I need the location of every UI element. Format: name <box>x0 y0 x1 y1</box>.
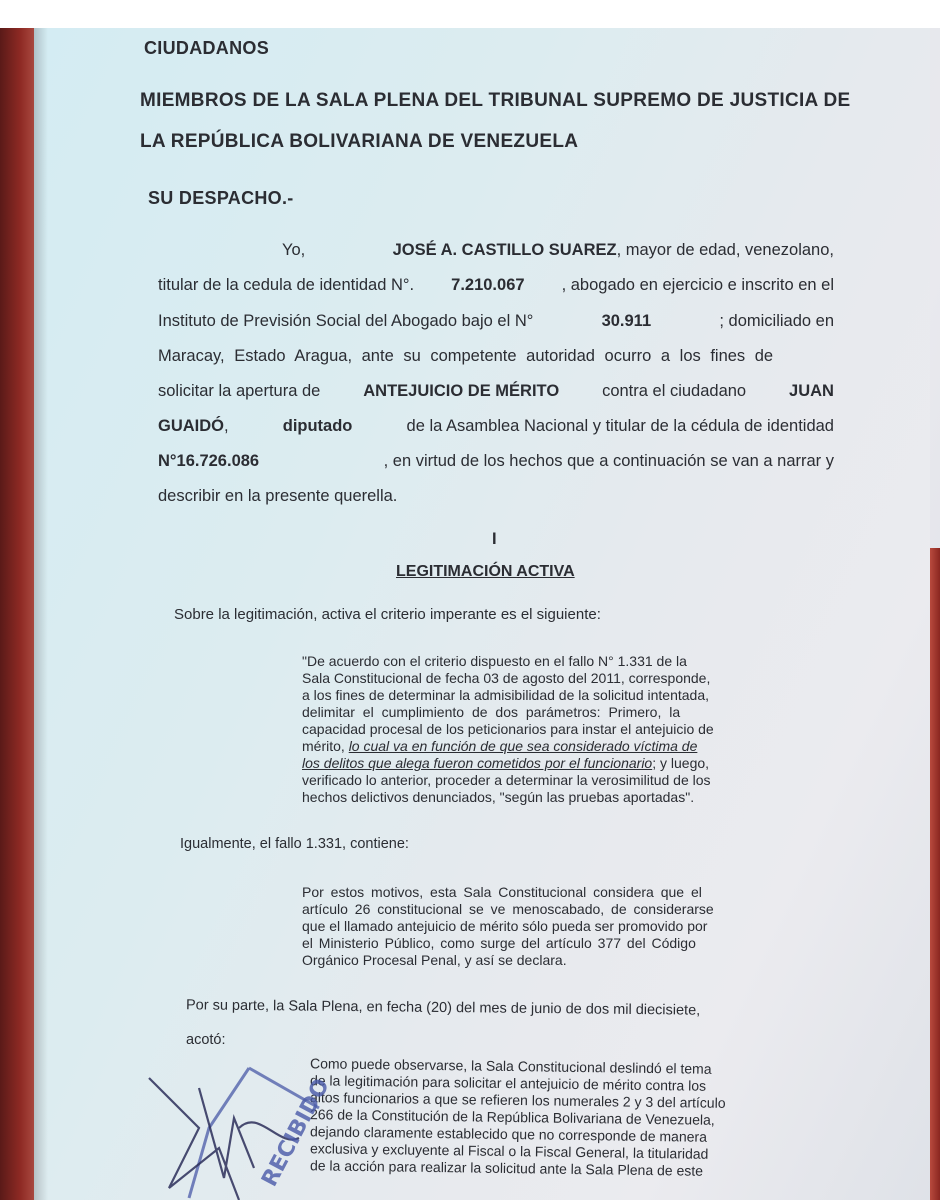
intro-line-3: Instituto de Previsión Social del Abogado bajo el N° 30.911 ; domiciliado en <box>158 312 834 330</box>
quote2-line-5: Orgánico Procesal Penal, y así se declara. <box>302 952 567 968</box>
section-lead: Sobre la legitimación, activa el criterio imperante es el siguiente: <box>174 606 601 623</box>
quote3-line-1: Como puede observarse, la Sala Constitucional deslindó el tema <box>309 1055 712 1077</box>
document-page <box>34 28 930 1200</box>
igualmente-line: Igualmente, el fallo 1.331, contiene: <box>180 836 409 852</box>
intro-line-1: Yo, JOSÉ A. CASTILLO SUAREZ, mayor de edad, venezolano, <box>282 241 834 259</box>
intro-line-2: titular de la cedula de identidad N°. 7.210.067 , abogado en ejercicio e inscrito en el <box>158 276 834 294</box>
quote2-line-1: Por estos motivos, esta Sala Constitucional considera que el <box>302 884 702 900</box>
heading-line-2: LA REPÚBLICA BOLIVARIANA DE VENEZUELA <box>140 131 579 152</box>
top-bar <box>0 0 940 29</box>
quote3-line-2: de la legitimación para solicitar el antejuicio de mérito contra los <box>309 1072 707 1094</box>
quote3-line-4: 266 de la Constitución de la República Bolivariana de Venezuela, <box>309 1106 715 1128</box>
quote2-line-4: el Ministerio Público, como surge del artículo 377 del Código <box>302 935 696 951</box>
received-stamp-signature <box>129 1068 335 1200</box>
document-photo <box>0 28 940 1200</box>
quote1-line-5: capacidad procesal de los peticionarios para instar el antejuicio de <box>302 721 714 737</box>
quote1-line-7: los delitos que alega fueron cometidos por el funcionario; y luego, <box>302 755 710 771</box>
quote1-line-6: mérito, lo cual va en función de que sea considerado víctima de <box>302 738 698 754</box>
quote3-line-6: exclusiva y excluyente al Fiscal o la Fiscal General, la titularidad <box>309 1140 709 1162</box>
intro-line-8: describir en la presente querella. <box>158 487 398 505</box>
quote3-line-5: dejando claramente establecido que no corresponde de manera <box>309 1123 708 1145</box>
quote1-line-9: hechos delictivos denunciados, "según las pruebas aportadas". <box>302 789 695 805</box>
acoto-label: acotó: <box>186 1032 226 1048</box>
sala-plena-line: Por su parte, la Sala Plena, en fecha (20) del mes de junio de dos mil diecisiete, <box>185 997 701 1019</box>
intro-line-4: Maracay, Estado Aragua, ante su competente autoridad ocurro a los fines de <box>158 347 774 365</box>
heading-ciudadanos: CIUDADANOS <box>144 38 270 58</box>
heading-despacho: SU DESPACHO.- <box>148 188 294 208</box>
stamp-text: RECIBIDO <box>257 1074 335 1191</box>
intro-line-6: GUAIDÓ, diputado de la Asamblea Nacional y titular de la cédula de identidad <box>158 417 834 435</box>
page-fold-shadow <box>34 28 48 1200</box>
quote1-line-4: delimitar el cumplimiento de dos parámetros: Primero, la <box>302 704 681 720</box>
quote2-line-3: que el llamado antejuicio de mérito sólo pueda ser promovido por <box>302 918 708 934</box>
quote1-line-2: Sala Constitucional de fecha 03 de agosto del 2011, corresponde, <box>302 670 711 686</box>
quote3-line-3: altos funcionarios a que se refieren los numerales 2 y 3 del artículo <box>309 1089 726 1111</box>
quote1-line-3: a los fines de determinar la admisibilidad de la solicitud intentada, <box>302 687 710 703</box>
intro-line-5: solicitar la apertura de ANTEJUICIO DE MÉRITO contra el ciudadano JUAN <box>158 382 834 400</box>
section-title: LEGITIMACIÓN ACTIVA <box>396 563 575 580</box>
quote2-line-2: artículo 26 constitucional se ve menoscabado, de considerarse <box>302 901 714 917</box>
quote3-line-7: de la acción para realizar la solicitud ante la Sala Plena de este <box>309 1157 704 1179</box>
section-numeral: I <box>492 530 497 548</box>
intro-line-7: N°16.726.086 , en virtud de los hechos que a continuación se van a narrar y <box>158 452 834 470</box>
quote1-line-1: "De acuerdo con el criterio dispuesto en el fallo N° 1.331 de la <box>302 653 687 669</box>
heading-line-1: MIEMBROS DE LA SALA PLENA DEL TRIBUNAL SUPREMO DE JUSTICIA DE <box>140 90 851 111</box>
red-background-right <box>930 548 940 1200</box>
red-background-left <box>0 28 34 1200</box>
quote1-line-8: verificado lo anterior, proceder a determinar la verosimilitud de los <box>302 772 711 788</box>
